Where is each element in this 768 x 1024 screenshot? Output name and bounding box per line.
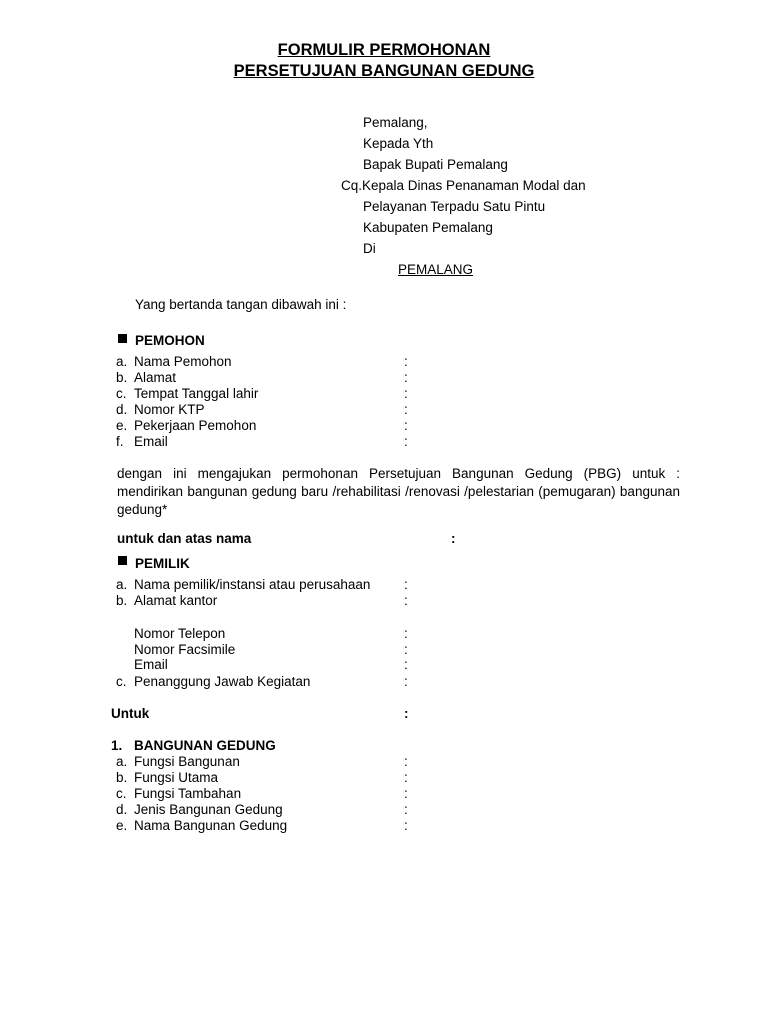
field-label: Nomor KTP xyxy=(134,402,205,417)
field-letter: b. xyxy=(116,370,128,385)
address-cq: Cq.Kepala Dinas Penanaman Modal dan xyxy=(341,178,586,193)
field-label: Nomor Telepon xyxy=(134,626,226,641)
field-colon: : xyxy=(404,577,408,592)
on-behalf-label: untuk dan atas nama xyxy=(117,531,252,546)
field-colon: : xyxy=(404,786,408,801)
field-colon: : xyxy=(404,657,408,672)
untuk-label: Untuk xyxy=(111,706,150,721)
field-colon: : xyxy=(404,386,408,401)
field-letter: b. xyxy=(116,770,128,785)
pemohon-bullet-icon xyxy=(118,334,127,343)
address-place: Pemalang, xyxy=(363,115,428,130)
field-colon: : xyxy=(404,818,408,833)
field-colon: : xyxy=(404,642,408,657)
field-label: Jenis Bangunan Gedung xyxy=(134,802,283,817)
field-letter: c. xyxy=(116,786,127,801)
form-title-line1: FORMULIR PERMOHONAN xyxy=(277,41,491,59)
field-label: Fungsi Bangunan xyxy=(134,754,240,769)
field-letter: a. xyxy=(116,577,128,592)
field-label: Pekerjaan Pemohon xyxy=(134,418,257,433)
field-label: Fungsi Utama xyxy=(134,770,219,785)
statement-paragraph: dengan ini mengajukan permohonan Persetujuan Bangunan Gedung (PBG) untuk : mendirikan bangunan gedung baru /rehabilitasi /renovasi /pelestarian (pemugaran) bangunan gedung* xyxy=(117,466,680,517)
field-colon: : xyxy=(404,754,408,769)
field-colon: : xyxy=(404,354,408,369)
intro-text: Yang bertanda tangan dibawah ini : xyxy=(135,297,347,312)
field-letter: a. xyxy=(116,354,128,369)
field-colon: : xyxy=(404,770,408,785)
address-to: Kepada Yth xyxy=(363,136,434,151)
field-letter: b. xyxy=(116,593,128,608)
field-label: Nama pemilik/instansi atau perusahaan xyxy=(134,577,371,592)
field-colon: : xyxy=(404,402,408,417)
field-colon: : xyxy=(404,593,408,608)
field-label: Alamat kantor xyxy=(134,593,218,608)
field-label: Alamat xyxy=(134,370,177,385)
bangunan-number: 1. xyxy=(111,738,123,753)
pemilik-bullet-icon xyxy=(118,556,127,565)
field-colon: : xyxy=(404,418,408,433)
address-di: Di xyxy=(363,241,376,256)
field-label: Email xyxy=(134,434,168,449)
field-colon: : xyxy=(404,802,408,817)
field-colon: : xyxy=(404,434,408,449)
on-behalf-colon: : xyxy=(451,531,456,546)
field-label: Nomor Facsimile xyxy=(134,642,236,657)
untuk-colon: : xyxy=(404,706,409,721)
field-colon: : xyxy=(404,626,408,641)
field-label: Fungsi Tambahan xyxy=(134,786,242,801)
field-colon: : xyxy=(404,674,408,689)
address-city: PEMALANG xyxy=(398,262,474,277)
address-recipient: Bapak Bupati Pemalang xyxy=(363,157,508,172)
field-label: Penanggung Jawab Kegiatan xyxy=(134,674,311,689)
pemohon-heading: PEMOHON xyxy=(135,333,205,348)
field-label: Nama Pemohon xyxy=(134,354,232,369)
address-office: Pelayanan Terpadu Satu Pintu xyxy=(363,199,546,214)
field-letter: c. xyxy=(116,674,127,689)
field-letter: d. xyxy=(116,802,128,817)
field-label: Tempat Tanggal lahir xyxy=(134,386,259,401)
bangunan-heading: BANGUNAN GEDUNG xyxy=(134,738,276,753)
field-letter: c. xyxy=(116,386,127,401)
pemilik-heading: PEMILIK xyxy=(135,556,190,571)
address-regency: Kabupaten Pemalang xyxy=(363,220,493,235)
field-colon: : xyxy=(404,370,408,385)
form-title-line2: PERSETUJUAN BANGUNAN GEDUNG xyxy=(233,62,535,80)
field-letter: e. xyxy=(116,818,128,833)
field-label: Nama Bangunan Gedung xyxy=(134,818,288,833)
field-letter: e. xyxy=(116,418,128,433)
field-letter: d. xyxy=(116,402,128,417)
field-letter: f. xyxy=(116,434,124,449)
field-letter: a. xyxy=(116,754,128,769)
field-label: Email xyxy=(134,657,168,672)
